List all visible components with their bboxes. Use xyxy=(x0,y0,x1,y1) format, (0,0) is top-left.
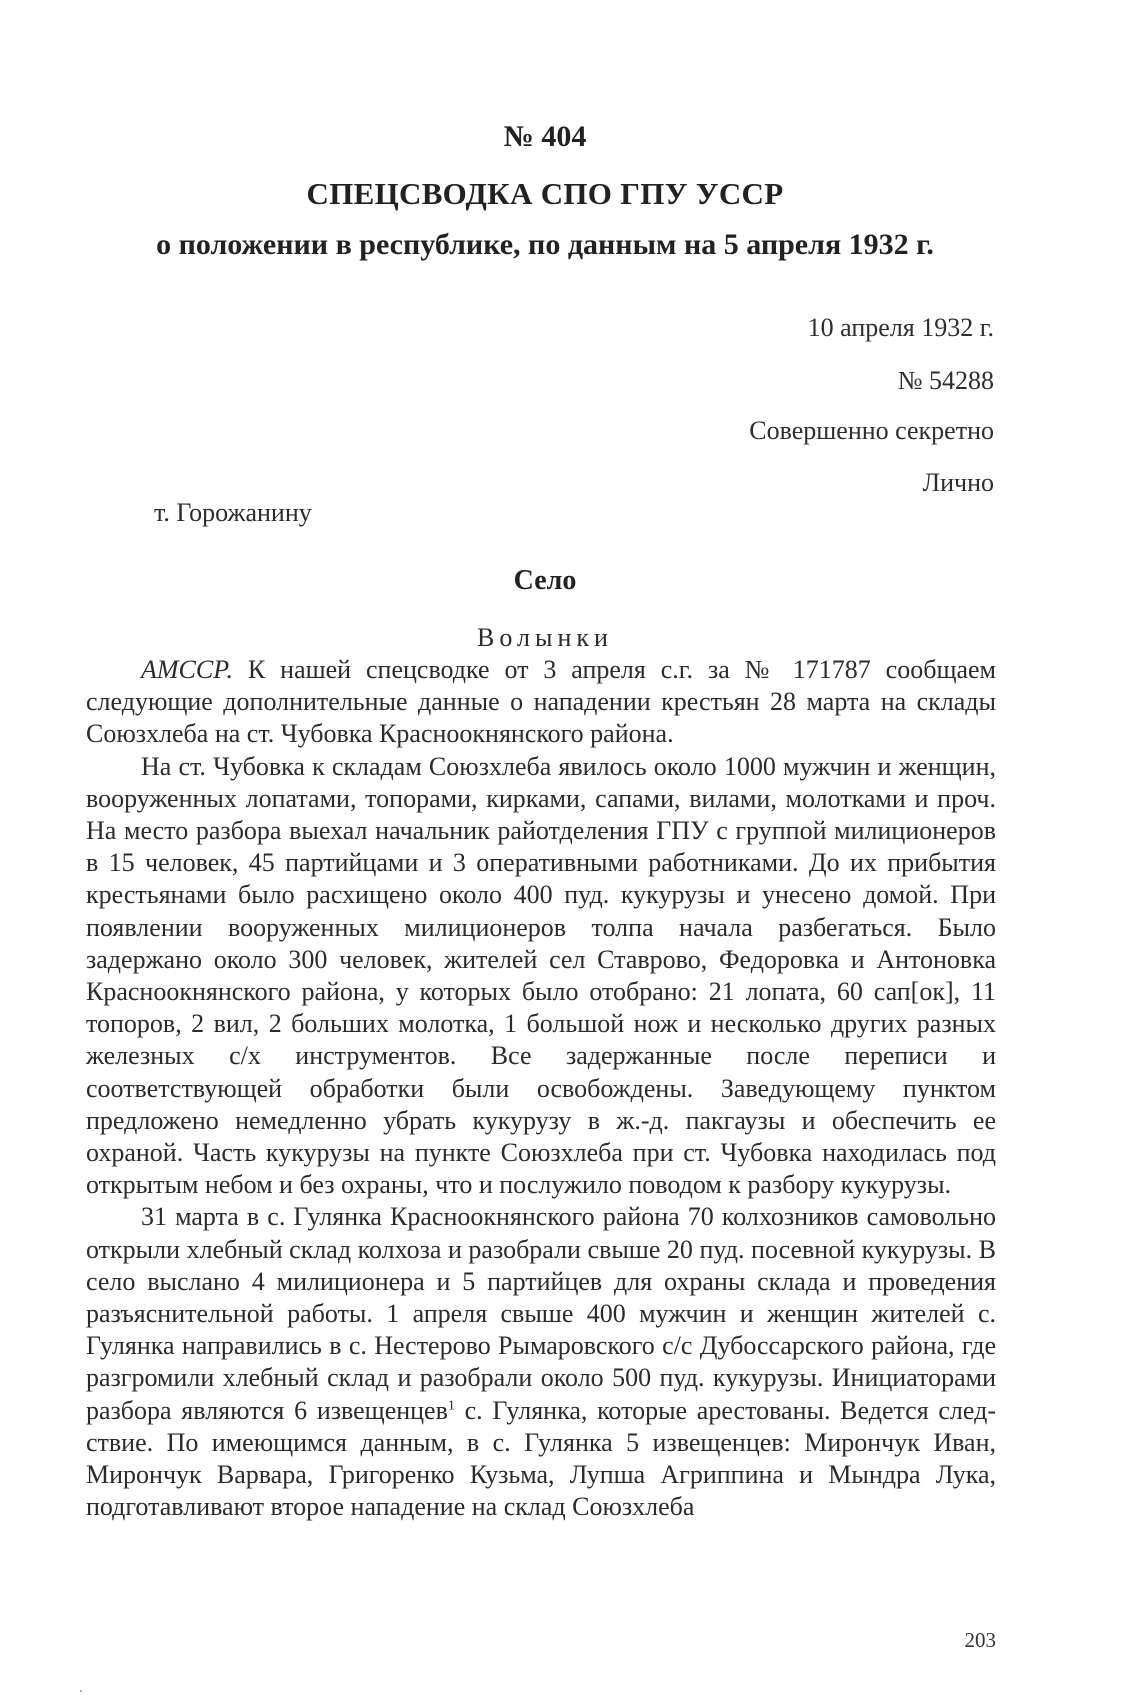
document-number: № 404 xyxy=(503,120,587,153)
page-number: 203 xyxy=(964,1628,996,1652)
paragraph-3-text-b: с. Гулянка, которые арестованы. Ведется следствие. По имеющимся данным, в с. Гулянка 5 извещенцев: Мирончук Иван, Мирончук Варвара, Григоренко Кузьма, Лупша Агриппина и Мындра Лука, подготавливают второе нападение на склад Союзхлеба xyxy=(86,1395,996,1522)
paragraph-3 xyxy=(86,1201,996,1523)
paragraph-1 xyxy=(86,654,996,751)
region-title: Волынки xyxy=(477,623,613,652)
document-body xyxy=(86,654,996,1523)
paragraph-1-text: К нашей спецсводке от 3 апреля с.г. за № 171787 сообщаем следующие дополнительные данные о нападении крестьян 28 марта на склады Союзхлеба на ст. Чубовка Красноокнянского района. xyxy=(86,655,996,749)
personal-mark: Лично xyxy=(922,468,994,497)
scan-speck xyxy=(80,1690,82,1692)
paragraph-3-text-a: 31 марта в с. Гулянка Красноокнянского района 70 колхозников самовольно открыли хлебный склад колхоза и разобрали свыше 20 пуд. посевной кукурузы. В село выслано 4 милиционера и 5 партийцев для охраны склада и проведения разъяснительной работы. 1 апреля свыше 400 мужчин и женщин жителей с. Гулянка направились в с. Нестерово Рымаровского с/с Дубоссарского района, где разгромили хлебный склад и разобрали около 500 пуд. кукурузы. Инициаторами разбора являются 6 извещенцев xyxy=(86,1202,996,1425)
region-label: АМССР. xyxy=(141,655,234,684)
addressee: т. Горожанину xyxy=(154,498,312,527)
paragraph-2: На ст. Чубовка к складам Союзхлеба явилось около 1000 мужчин и женщин, вооруженных лопатами, топорами, кирками, сапами, вилами, молотками и проч. На место разбора выехал начальник райотделения ГПУ с группой милиционеров в 15 человек, 45 партийцами и 3 оперативными работниками. До их прибытия крестьянами было расхищено около 400 пуд. кукурузы и унесено домой. При появлении вооруженных милиционеров толпа начала разбегаться. Было задержано около 300 человек, жителей сел Ставрово, Федоровка и Антоновка Красноокнянского района, у которых было отобрано: 21 лопата, 60 сап[ок], 11 топоров, 2 вил, 2 больших молотка, 1 большой нож и несколько других разных железных с/х инструментов. Все задержанные после переписи и соответствующей обработки были освобождены. Заведующему пунктом предложено немедленно убрать кукурузу в ж.-д. пакгаузы и обеспечить ее охраной. Часть кукурузы на пункте Союзхлеба при ст. Чубовка находилась под открытым небом и без охраны, что и послужило поводом к разбору кукурузы. xyxy=(86,751,996,1200)
document-subtitle: о положении в республике, по данным на 5 апреля 1932 г. xyxy=(156,228,934,261)
document-title: СПЕЦСВОДКА СПО ГПУ УССР xyxy=(306,176,784,211)
section-title: Село xyxy=(513,565,577,596)
classification-mark: Совершенно секретно xyxy=(749,416,994,445)
document-reference: № 54288 xyxy=(897,366,994,395)
document-date: 10 апреля 1932 г. xyxy=(807,313,994,342)
footnote-marker: 1 xyxy=(447,1398,455,1414)
